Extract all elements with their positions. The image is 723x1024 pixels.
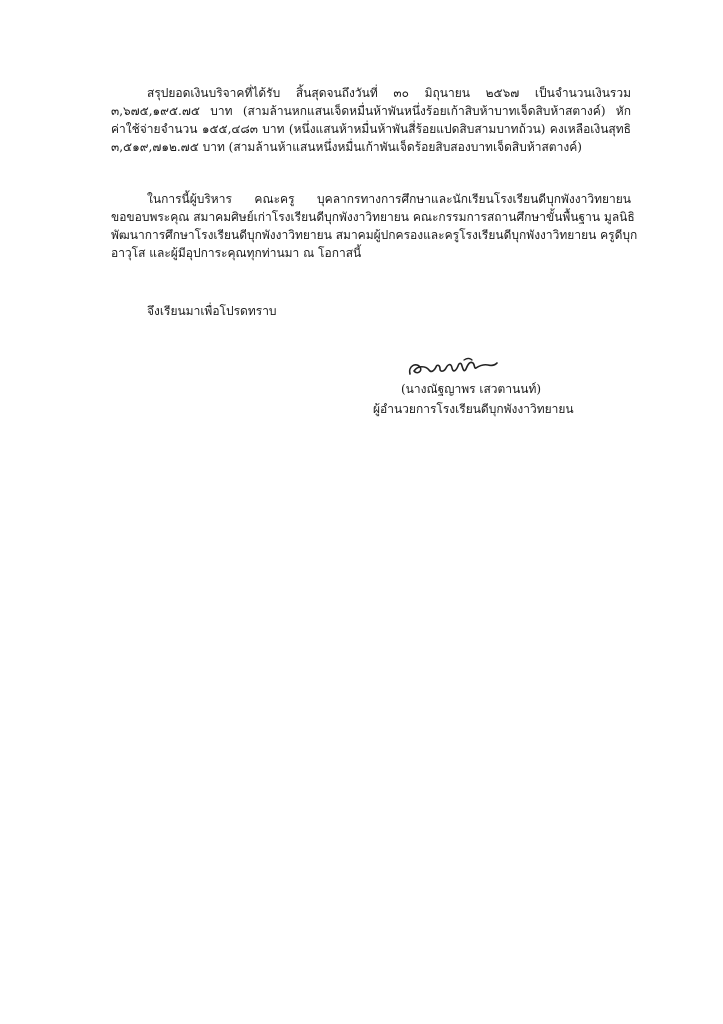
paragraph-line: พัฒนาการศึกษาโรงเรียนดีบุกพังงาวิทยายน สมาคมผู้ปกครองและครูโรงเรียนดีบุกพังงาวิทยายน ครูดีบุก xyxy=(111,228,638,242)
paragraph-line: สรุปยอดเงินบริจาคที่ได้รับ สิ้นสุดจนถึงวันที่ ๓๐ มิถุนายน ๒๕๖๗ เป็นจำนวนเงินรวม xyxy=(147,86,631,100)
paragraph-line: ขอขอบพระคุณ สมาคมศิษย์เก่าโรงเรียนดีบุกพังงาวิทยายน คณะกรรมการสถานศึกษาขั้นพื้นฐาน มูลนิธิ xyxy=(111,210,635,224)
handwritten-signature xyxy=(404,354,500,380)
paragraph-line: ในการนี้ผู้บริหาร คณะครู บุคลากรทางการศึกษาและนักเรียนโรงเรียนดีบุกพังงาวิทยายน xyxy=(147,192,631,206)
donation-summary-paragraph xyxy=(111,84,631,156)
signatory-position: ผู้อำนวยการโรงเรียนดีบุกพังงาวิทยายน xyxy=(373,402,574,416)
paragraph-line: ค่าใช้จ่ายจำนวน ๑๕๕,๔๘๓ บาท (หนึ่งแสนห้าหมื่นห้าพันสี่ร้อยแปดสิบสามบาทถ้วน) คงเหลือเงินสุทธิ xyxy=(111,122,631,136)
paragraph-line: อาวุโส และผู้มีอุปการะคุณทุกท่านมา ณ โอกาสนี้ xyxy=(111,246,362,260)
acknowledgement-paragraph xyxy=(111,190,638,262)
paragraph-line: ๓,๕๑๙,๗๑๒.๗๕ บาท (สามล้านห้าแสนหนึ่งหมื่นเก้าพันเจ็ดร้อยสิบสองบาทเจ็ดสิบห้าสตางค์) xyxy=(111,140,582,154)
signatory-name: (นางณัฐญาพร เสวตานนท์) xyxy=(401,382,542,396)
paragraph-line: ๓,๖๗๕,๑๙๕.๗๕ บาท (สามล้านหกแสนเจ็ดหมื่นห้าพันหนึ่งร้อยเก้าสิบห้าบาทเจ็ดสิบห้าสตางค์) หัก xyxy=(111,104,631,118)
closing-line: จึงเรียนมาเพื่อโปรดทราบ xyxy=(147,304,277,318)
